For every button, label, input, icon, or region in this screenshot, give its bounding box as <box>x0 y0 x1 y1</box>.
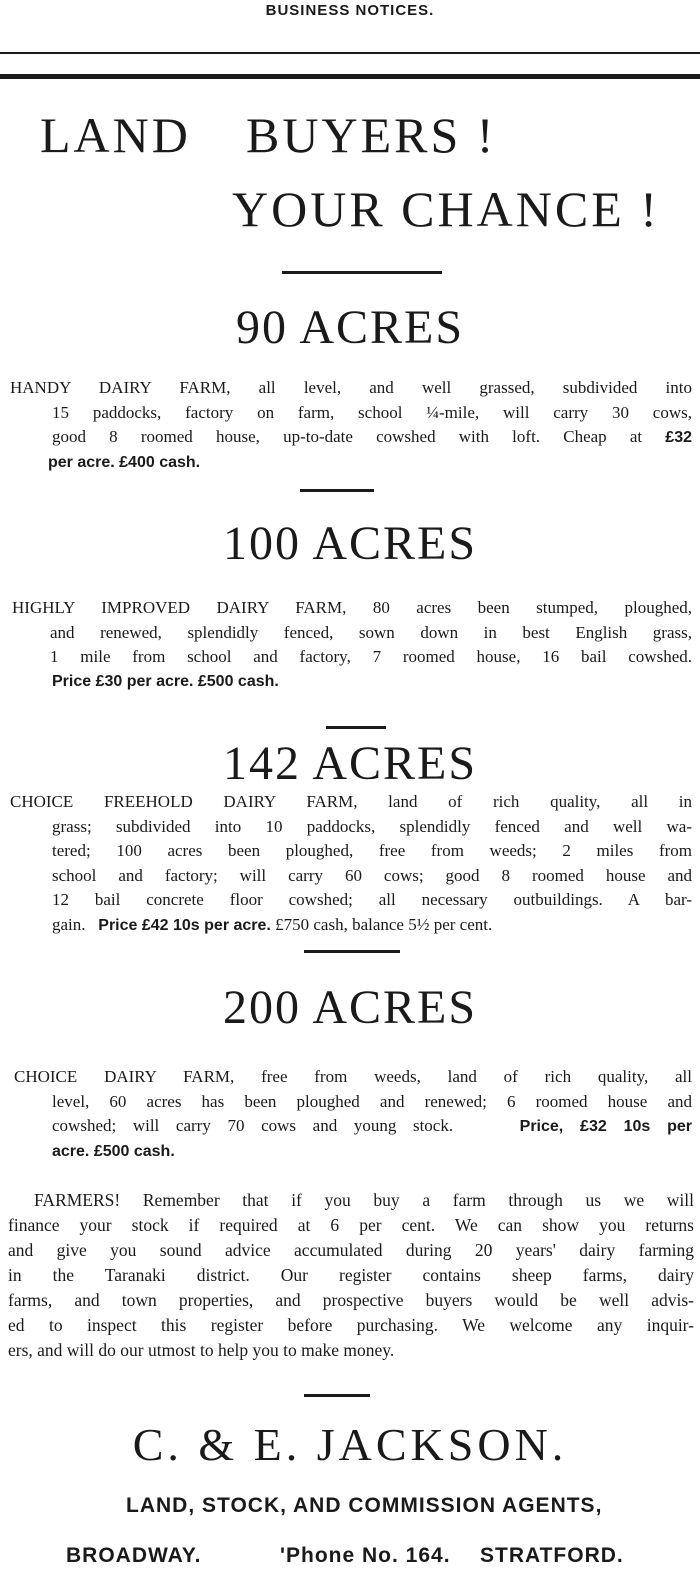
firm-town: STRATFORD. <box>480 1544 624 1567</box>
divider <box>304 950 400 953</box>
listing-line: 1 mile from school and factory, 7 roomed house, 16 bail cowshed. <box>50 647 692 666</box>
section-header: BUSINESS NOTICES. <box>265 2 435 19</box>
listing-price: acre. £500 cash. <box>52 1142 175 1160</box>
firm-phone: 'Phone No. 164. <box>280 1544 451 1567</box>
farmers-line: ers, and will do our utmost to help you to make money. <box>8 1340 395 1360</box>
divider <box>282 271 442 274</box>
listing-heading: 200 ACRES <box>222 981 478 1034</box>
listing-line-text: gain. <box>52 914 86 934</box>
listing-line <box>10 913 692 939</box>
headline-chance: YOUR CHANCE ! <box>232 181 660 237</box>
listing-line: level, 60 acres has been ploughed and renewed; 6 roomed house and <box>52 1091 692 1111</box>
farmers-line: ed to inspect this register before purchasing. We welcome any inquir- <box>8 1315 694 1335</box>
listing-body <box>10 376 692 475</box>
farmers-line: finance your stock if required at 6 per cent. We can show you returns <box>8 1215 694 1235</box>
listing-line: school and factory; will carry 60 cows; good 8 roomed house and <box>52 865 692 885</box>
firm-name: C. & E. JACKSON. <box>132 1419 568 1470</box>
listing-line: and renewed, splendidly fenced, sown down in best English grass, <box>50 622 692 642</box>
listing-line: HANDY DAIRY FARM, all level, and well grassed, subdivided into <box>10 378 692 397</box>
listing-line: HIGHLY IMPROVED DAIRY FARM, 80 acres been stumped, ploughed, <box>12 598 692 617</box>
divider <box>304 1394 370 1397</box>
farmers-paragraph <box>8 1188 694 1363</box>
firm-agents: LAND, STOCK, AND COMMISSION AGENTS, <box>126 1494 603 1517</box>
listing-line-text: £750 cash, balance 5½ per cent. <box>275 914 493 934</box>
listing-line: grass; subdivided into 10 paddocks, splendidly fenced and well wa- <box>52 816 692 836</box>
listing-line-text: good 8 roomed house, up-to-date cowshed with loft. Cheap at <box>52 427 643 446</box>
listing-body <box>10 790 692 938</box>
listing-line: CHOICE FREEHOLD DAIRY FARM, land of rich quality, all in <box>10 792 692 811</box>
top-thick-rule <box>0 74 700 79</box>
farmers-line: and give you sound advice accumulated during 20 years' dairy farming <box>8 1240 694 1260</box>
headline-buyers: BUYERS ! <box>246 107 497 163</box>
listing-price: Price £42 10s per acre. <box>98 916 271 934</box>
farmers-line: farms, and town properties, and prospective buyers would be well advis- <box>8 1290 694 1310</box>
farmers-line: FARMERS! Remember that if you buy a farm through us we will <box>34 1190 694 1210</box>
listing-heading: 142 ACRES <box>222 737 478 790</box>
listing-body <box>12 596 692 694</box>
listing-heading: 90 ACRES <box>235 301 465 354</box>
listing-heading: 100 ACRES <box>222 517 478 570</box>
listing-price: Price £30 per acre. £500 cash. <box>52 672 279 690</box>
firm-street: BROADWAY. <box>66 1544 202 1567</box>
listing-price: per acre. £400 cash. <box>48 453 201 471</box>
divider <box>326 726 386 729</box>
farmers-line: in the Taranaki district. Our register contains sheep farms, dairy <box>8 1265 694 1285</box>
listing-price: £32 <box>665 429 692 446</box>
listing-line: 15 paddocks, factory on farm, school ¼-mile, will carry 30 cows, <box>52 402 692 422</box>
listing-body <box>14 1065 692 1164</box>
listing-line: 12 bail concrete floor cowshed; all necessary outbuildings. A bar- <box>52 890 692 909</box>
divider <box>300 489 374 492</box>
listing-line: CHOICE DAIRY FARM, free from weeds, land of rich quality, all <box>14 1067 692 1086</box>
listing-line <box>14 1114 692 1140</box>
listing-price: Price, £32 10s per <box>519 1118 692 1135</box>
listing-line <box>10 425 692 451</box>
listing-line: tered; 100 acres been ploughed, free from weeds; 2 miles from <box>52 841 692 860</box>
top-rule <box>0 52 700 54</box>
headline-land: LAND <box>40 107 191 163</box>
listing-line-text: cowshed; will carry 70 cows and young stock. <box>52 1116 454 1135</box>
